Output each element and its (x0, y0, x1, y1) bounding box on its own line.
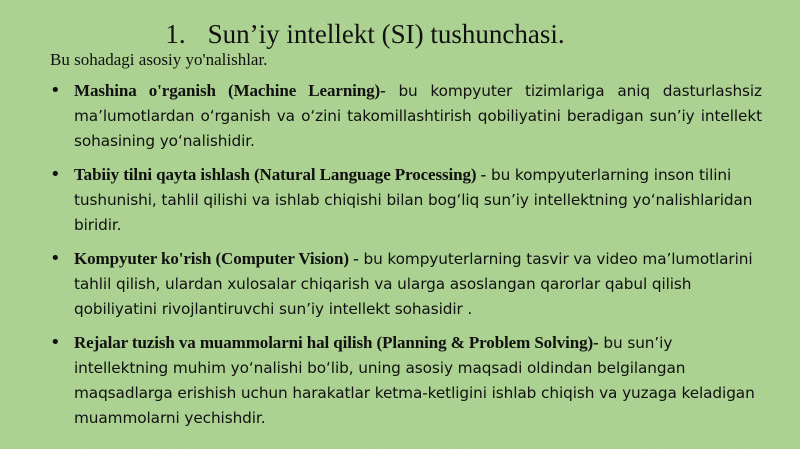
bullet-text (74, 330, 762, 431)
bullet-text (74, 246, 762, 322)
bullet-description: bu kompyuterlarning tasvir va video maʼlumotlarini tahlil qilish, ulardan xulosalar chiqarish va ularga asoslangan qarorlar qabul qilish qobiliyatini rivojlantiruvchi sunʼiy intellekt sohasidir . (74, 250, 753, 318)
subtitle: Bu sohadagi asosiy yo'nalishlar. (50, 50, 268, 69)
bullet-text (74, 78, 762, 154)
bullet-dot-icon: • (50, 248, 61, 269)
bullet-item-machine-learning (50, 78, 762, 154)
bullet-term: Rejalar tuzish va muammolarni hal qilish (Planning & Problem Solving)- (74, 333, 599, 352)
title-number: 1. (165, 19, 186, 49)
title-text: Sun’iy intellekt (SI) tushunchasi. (207, 19, 565, 49)
bullet-dot-icon: • (50, 164, 61, 185)
bullet-description: bu kompyuterlarning inson tilini tushunishi, tahlil qilishi va ishlab chiqishi bilan bogʻliq sunʼiy intellektning yoʻnalishlaridan biridir. (74, 166, 753, 234)
bullet-term: Tabiiy tilni qayta ishlash (Natural Language Processing) - (74, 165, 487, 184)
bullet-item-nlp (50, 162, 762, 238)
bullet-list (50, 78, 762, 439)
bullet-dot-icon: • (50, 80, 61, 101)
bullet-dot-icon: • (50, 332, 61, 353)
bullet-item-planning (50, 330, 762, 431)
bullet-description: bu kompyuter tizimlariga aniq dasturlashsiz maʼlumotlardan oʻrganish va oʻzini takomillashtirish qobiliyatini beradigan sunʼiy intellekt sohasining yoʻnalishidir. (74, 82, 762, 150)
bullet-item-computer-vision (50, 246, 762, 322)
bullet-description: bu sunʼiy intellektning muhim yoʻnalishi boʻlib, uning asosiy maqsadi oldindan belgilangan maqsadlarga erishish uchun harakatlar ketma-ketligini ishlab chiqish va yuzaga keladigan muammolarni yechishdir. (74, 334, 755, 427)
page-title (0, 16, 730, 52)
bullet-term: Mashina o'rganish (Machine Learning)- (74, 81, 386, 100)
bullet-term: Kompyuter ko'rish (Computer Vision) - (74, 249, 359, 268)
bullet-text (74, 162, 762, 238)
